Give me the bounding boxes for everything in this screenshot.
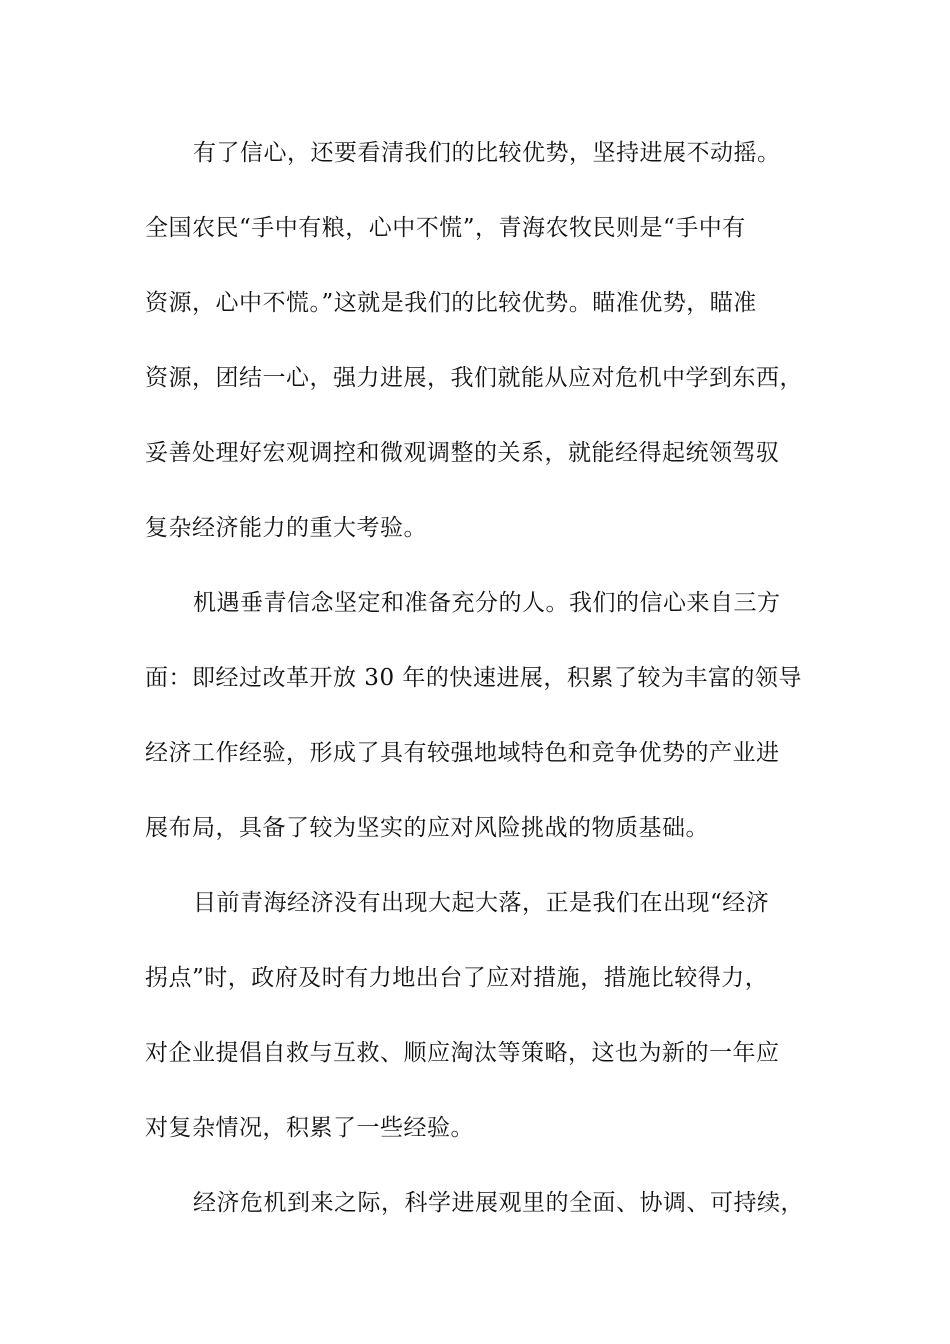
- paragraph-1-line-3: 资源，心中不慌。”这就是我们的比较优势。瞄准优势，瞄准: [145, 290, 757, 316]
- paragraph-2-line-1: 机遇垂青信念坚定和准备充分的人。我们的信心来自三方: [193, 590, 781, 616]
- paragraph-4-line-1: 经济危机到来之际，科学进展观里的全面、协调、可持续，: [193, 1190, 804, 1216]
- paragraph-3-line-3: 对企业提倡自救与互救、顺应淘汰等策略，这也为新的一年应: [145, 1040, 780, 1066]
- document-body: [145, 130, 825, 1255]
- paragraph-2-line-3: 经济工作经验，形成了具有较强地域特色和竞争优势的产业进: [145, 740, 780, 766]
- paragraph-1-line-5: 妥善处理好宏观调控和微观调整的关系，就能经得起统领驾驭: [145, 440, 780, 466]
- paragraph-3-line-1: 目前青海经济没有出现大起大落，正是我们在出现“经济: [193, 890, 770, 916]
- paragraph-1-line-2: 全国农民“手中有粮，心中不慌”，青海农牧民则是“手中有: [145, 215, 746, 241]
- paragraph-1-line-6: 复杂经济能力的重大考验。: [145, 515, 427, 541]
- paragraph-2-line-2: 面：即经过改革开放 30 年的快速进展，积累了较为丰富的领导: [145, 665, 802, 691]
- paragraph-2-line-4: 展布局，具备了较为坚实的应对风险挑战的物质基础。: [145, 815, 709, 841]
- paragraph-1-line-1: 有了信心，还要看清我们的比较优势，坚持进展不动摇。: [193, 140, 781, 166]
- paragraph-1-line-4: 资源，团结一心，强力进展，我们就能从应对危机中学到东西，: [145, 365, 803, 391]
- paragraph-3-line-4: 对复杂情况，积累了一些经验。: [145, 1115, 474, 1141]
- paragraph-3-line-2: 拐点”时，政府及时有力地出台了应对措施，措施比较得力，: [145, 965, 769, 991]
